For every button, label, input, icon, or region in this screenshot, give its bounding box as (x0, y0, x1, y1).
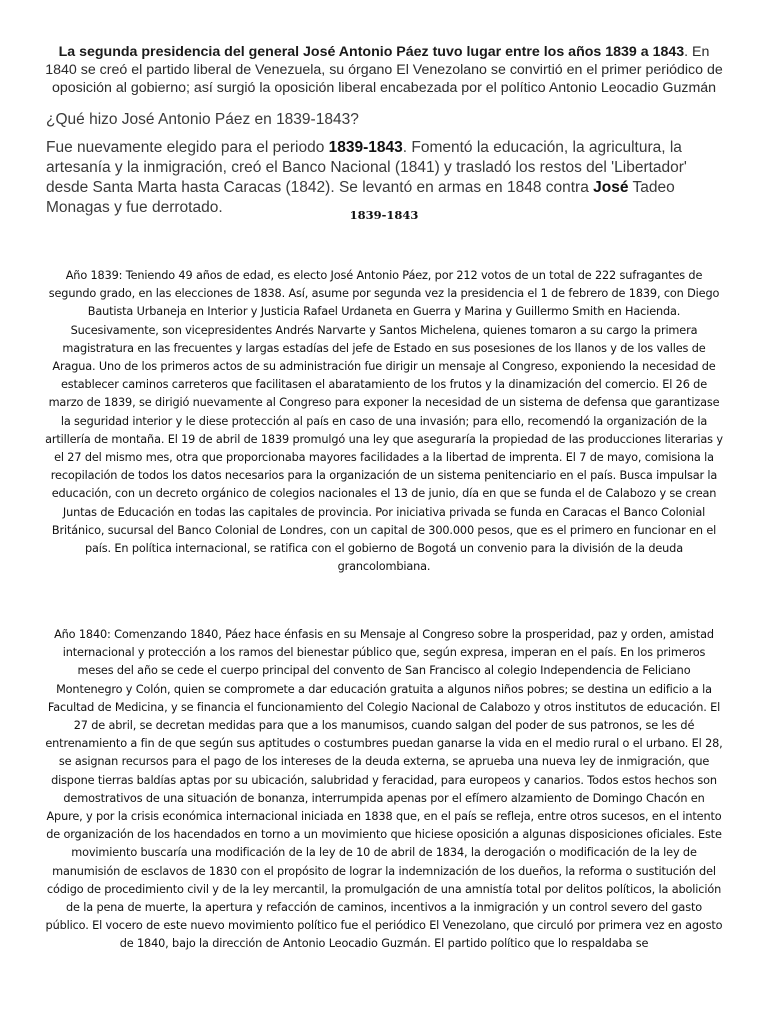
question-heading: ¿Qué hizo José Antonio Páez en 1839-1843? (46, 111, 359, 128)
answer-paragraph (46, 138, 730, 218)
section-heading: 1839-1843 (349, 208, 419, 222)
answer-period: 1839-1843 (328, 139, 403, 156)
intro-paragraph (44, 43, 724, 97)
answer-text-1: Fue nuevamente elegido para el periodo (46, 139, 329, 156)
paragraph-1840: Año 1840: Comenzando 1840, Páez hace énfasis en su Mensaje al Congreso sobre la prosperidad, paz y orden, amistad internacional y protección a los ramos del bienestar público que, según expresa, imperan en el país. En los primeros meses del año se cede el cuerpo principal del convento de San Francisco al colegio Independencia de Feliciano Montenegro y Colón, quien se compromete a dar educación gratuita a algunos niños pobres; se destina un edificio a la Facultad de Medicina, y se financia el funcionamiento del Colegio Nacional de Calabozo y otros institutos de educación. El 27 de abril, se decretan medidas para que a los manumisos, cuando salgan del poder de sus patronos, se les dé entrenamiento a fin de que según sus aptitudes o costumbres puedan ganarse la vida en el medio rural o el urbano. El 28, se asignan recursos para el pago de los intereses de la deuda externa, se aprueba una nueva ley de inmigración, que dispone tierras baldías aptas por su ubicación, salubridad y feracidad, para europeos y canarios. Todos estos hechos son demostrativos de una situación de bonanza, interrumpida apenas por el efímero alzamiento de Domingo Chacón en Apure, y por la crisis económica internacional iniciada en 1838 que, en el país se refleja, entre otros sucesos, en el intento de organización de los hacendados en torno a un movimiento que hiciese oposición a algunas disposiciones oficiales. Este movimiento buscaría una modificación de la ley de 10 de abril de 1834, la derogación o modificación de la ley de manumisión de esclavos de 1830 con el propósito de lograr la indemnización de los dueños, la reforma o sustitución del código de procedimiento civil y de la ley mercantil, la promulgación de una amnistía total por delitos políticos, la abolición de la pena de muerte, la apertura y refacción de caminos, incentivos a la inmigración y un control severo del gasto público. El vocero de este nuevo movimiento político fue el periódico El Venezolano, que circuló por primera vez en agosto de 1840, bajo la dirección de Antonio Leocadio Guzmán. El partido político que lo respaldaba se (45, 628, 723, 951)
answer-text-3: Tadeo Monagas y fue derrotado. (46, 179, 675, 216)
intro-text: . En 1840 se creó el partido liberal de Venezuela, su órgano El Venezolano se convirtió en el primer periódico de oposición al gobierno; así surgió la oposición liberal encabezada por el político Antonio Leocadio Guzmán (45, 44, 723, 96)
answer-text-2: . Fomentó la educación, la agricultura, la artesanía y la inmigración, creó el Banco Nacional (1841) y trasladó los restos del 'Libertador' desde Santa Marta hasta Caracas (1842). Se levantó en armas en 1848 contra (46, 139, 687, 196)
intro-bold-text: La segunda presidencia del general José Antonio Páez tuvo lugar entre los años 1839 a 1843 (58, 44, 685, 60)
answer-jose: José (593, 179, 629, 196)
paragraph-1839: Año 1839: Teniendo 49 años de edad, es electo José Antonio Páez, por 212 votos de un total de 222 sufragantes de segundo grado, en las elecciones de 1838. Así, asume por segunda vez la presidencia el 1 de febrero de 1839, con Diego Bautista Urbaneja en Interior y Justicia Rafael Urdaneta en Guerra y Marina y Guillermo Smith en Hacienda. Sucesivamente, son vicepresidentes Andrés Narvarte y Santos Michelena, quienes tomaron a su cargo la primera magistratura en las frecuentes y largas estadías del jefe de Estado en sus posesiones de los llanos y de los valles de Aragua. Uno de los primeros actos de su administración fue dirigir un mensaje al Congreso, exponiendo la necesidad de establecer caminos carreteros que facilitasen el abaratamiento de los frutos y la dinamización del comercio. El 26 de marzo de 1839, se dirigió nuevamente al Congreso para exponer la necesidad de un sistema de defensa que garantizase la seguridad interior y le diese protección al país en caso de una invasión; para ello, recomendó la organización de la artillería de montaña. El 19 de abril de 1839 promulgó una ley que aseguraría la propiedad de las producciones literarias y el 27 del mismo mes, otra que proporcionaba mayores facilidades a la libertad de imprenta. El 7 de mayo, comisiona la recopilación de todos los datos necesarios para la organización de un sistema penitenciario en el país. Busca impulsar la educación, con un decreto orgánico de colegios nacionales el 13 de junio, día en que se funda el de Calabozo y se crean Juntas de Educación en todas las capitales de provincia. Por iniciativa privada se funda en Caracas el Banco Colonial Británico, sucursal del Banco Colonial de Londres, con un capital de 300.000 pesos, que es el primero en funcionar en el país. En política internacional, se ratifica con el gobierno de Bogotá un convenio para la división de la deuda grancolombiana. (45, 269, 723, 574)
